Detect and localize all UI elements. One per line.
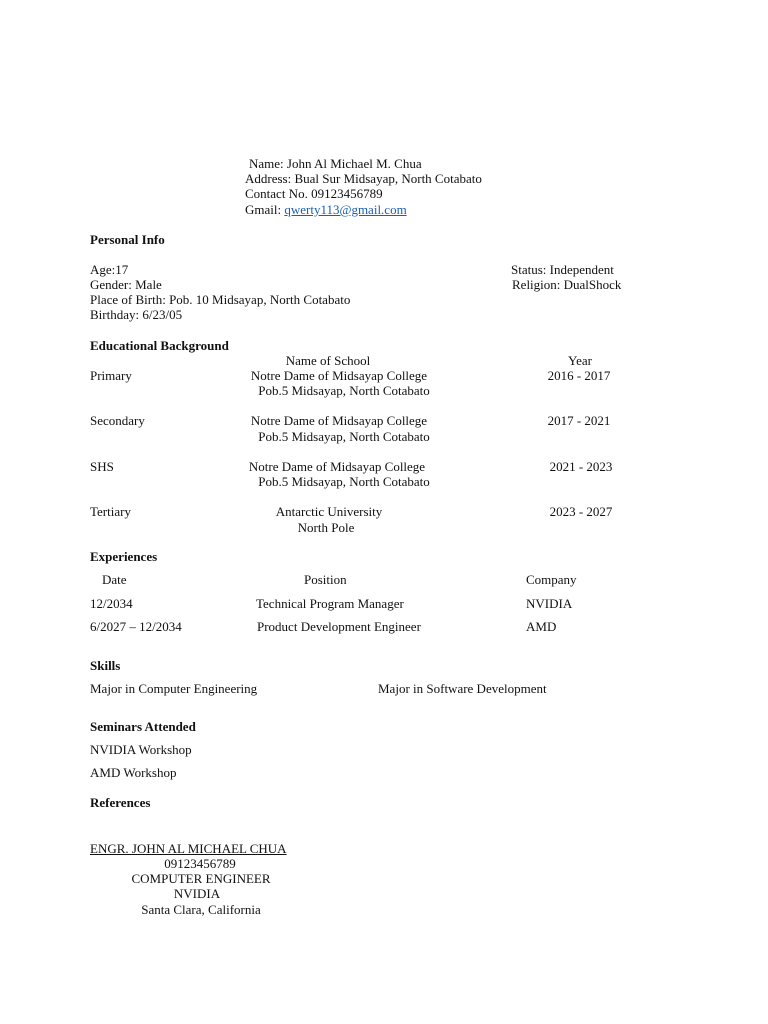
experience-company: NVIDIA <box>526 596 573 611</box>
education-years: 2017 - 2021 <box>547 413 611 428</box>
reference-title: COMPUTER ENGINEER <box>131 871 271 886</box>
experience-date: 12/2034 <box>90 596 133 611</box>
education-years: 2016 - 2017 <box>547 368 611 383</box>
gmail-label: Gmail: <box>245 202 285 217</box>
applicant-contact: Contact No. 09123456789 <box>245 186 383 201</box>
education-level: Secondary <box>90 413 145 428</box>
education-years: 2023 - 2027 <box>549 504 613 519</box>
skills-heading: Skills <box>90 658 121 673</box>
place-of-birth: Place of Birth: Pob. 10 Midsayap, North Cotabato <box>90 292 351 307</box>
reference-phone: 09123456789 <box>164 856 236 871</box>
education-col-school: Name of School <box>285 353 371 368</box>
education-level: Tertiary <box>90 504 131 519</box>
religion: Religion: DualShock <box>512 277 622 292</box>
experiences-heading: Experiences <box>90 549 158 564</box>
education-years: 2021 - 2023 <box>549 459 613 474</box>
education-level: SHS <box>90 459 114 474</box>
experience-date: 6/2027 – 12/2034 <box>90 619 182 634</box>
experiences-col-company: Company <box>526 572 577 587</box>
seminars-heading: Seminars Attended <box>90 719 196 734</box>
reference-company: NVIDIA <box>173 886 221 901</box>
education-school: Antarctic University <box>275 504 383 519</box>
education-location: Pob.5 Midsayap, North Cotabato <box>258 383 430 398</box>
reference-name: ENGR. JOHN AL MICHAEL CHUA <box>90 841 287 856</box>
education-level: Primary <box>90 368 132 383</box>
references-heading: References <box>90 795 151 810</box>
education-location: Pob.5 Midsayap, North Cotabato <box>258 429 430 444</box>
skill-item: Major in Computer Engineering <box>90 681 258 696</box>
education-location: Pob.5 Midsayap, North Cotabato <box>258 474 430 489</box>
status: Status: Independent <box>511 262 614 277</box>
personal-info-heading: Personal Info <box>90 232 165 247</box>
seminar-item: NVIDIA Workshop <box>90 742 192 757</box>
skill-item: Major in Software Development <box>378 681 547 696</box>
applicant-address: Address: Bual Sur Midsayap, North Cotabato <box>245 171 482 186</box>
education-heading: Educational Background <box>90 338 229 353</box>
applicant-gmail <box>245 202 407 217</box>
gender: Gender: Male <box>90 277 162 292</box>
gmail-link[interactable]: qwerty113@gmail.com <box>284 202 407 217</box>
seminar-item: AMD Workshop <box>90 765 177 780</box>
experiences-col-position: Position <box>304 572 347 587</box>
birthday: Birthday: 6/23/05 <box>90 307 183 322</box>
education-school: Notre Dame of Midsayap College <box>250 368 428 383</box>
education-col-year: Year <box>568 353 592 368</box>
age: Age:17 <box>90 262 129 277</box>
education-location: North Pole <box>297 520 355 535</box>
experience-position: Product Development Engineer <box>257 619 421 634</box>
experiences-col-date: Date <box>102 572 127 587</box>
experience-company: AMD <box>526 619 557 634</box>
reference-location: Santa Clara, California <box>141 902 261 917</box>
education-school: Notre Dame of Midsayap College <box>250 413 428 428</box>
experience-position: Technical Program Manager <box>256 596 404 611</box>
education-school: Notre Dame of Midsayap College <box>248 459 426 474</box>
applicant-name: Name: John Al Michael M. Chua <box>249 156 422 171</box>
